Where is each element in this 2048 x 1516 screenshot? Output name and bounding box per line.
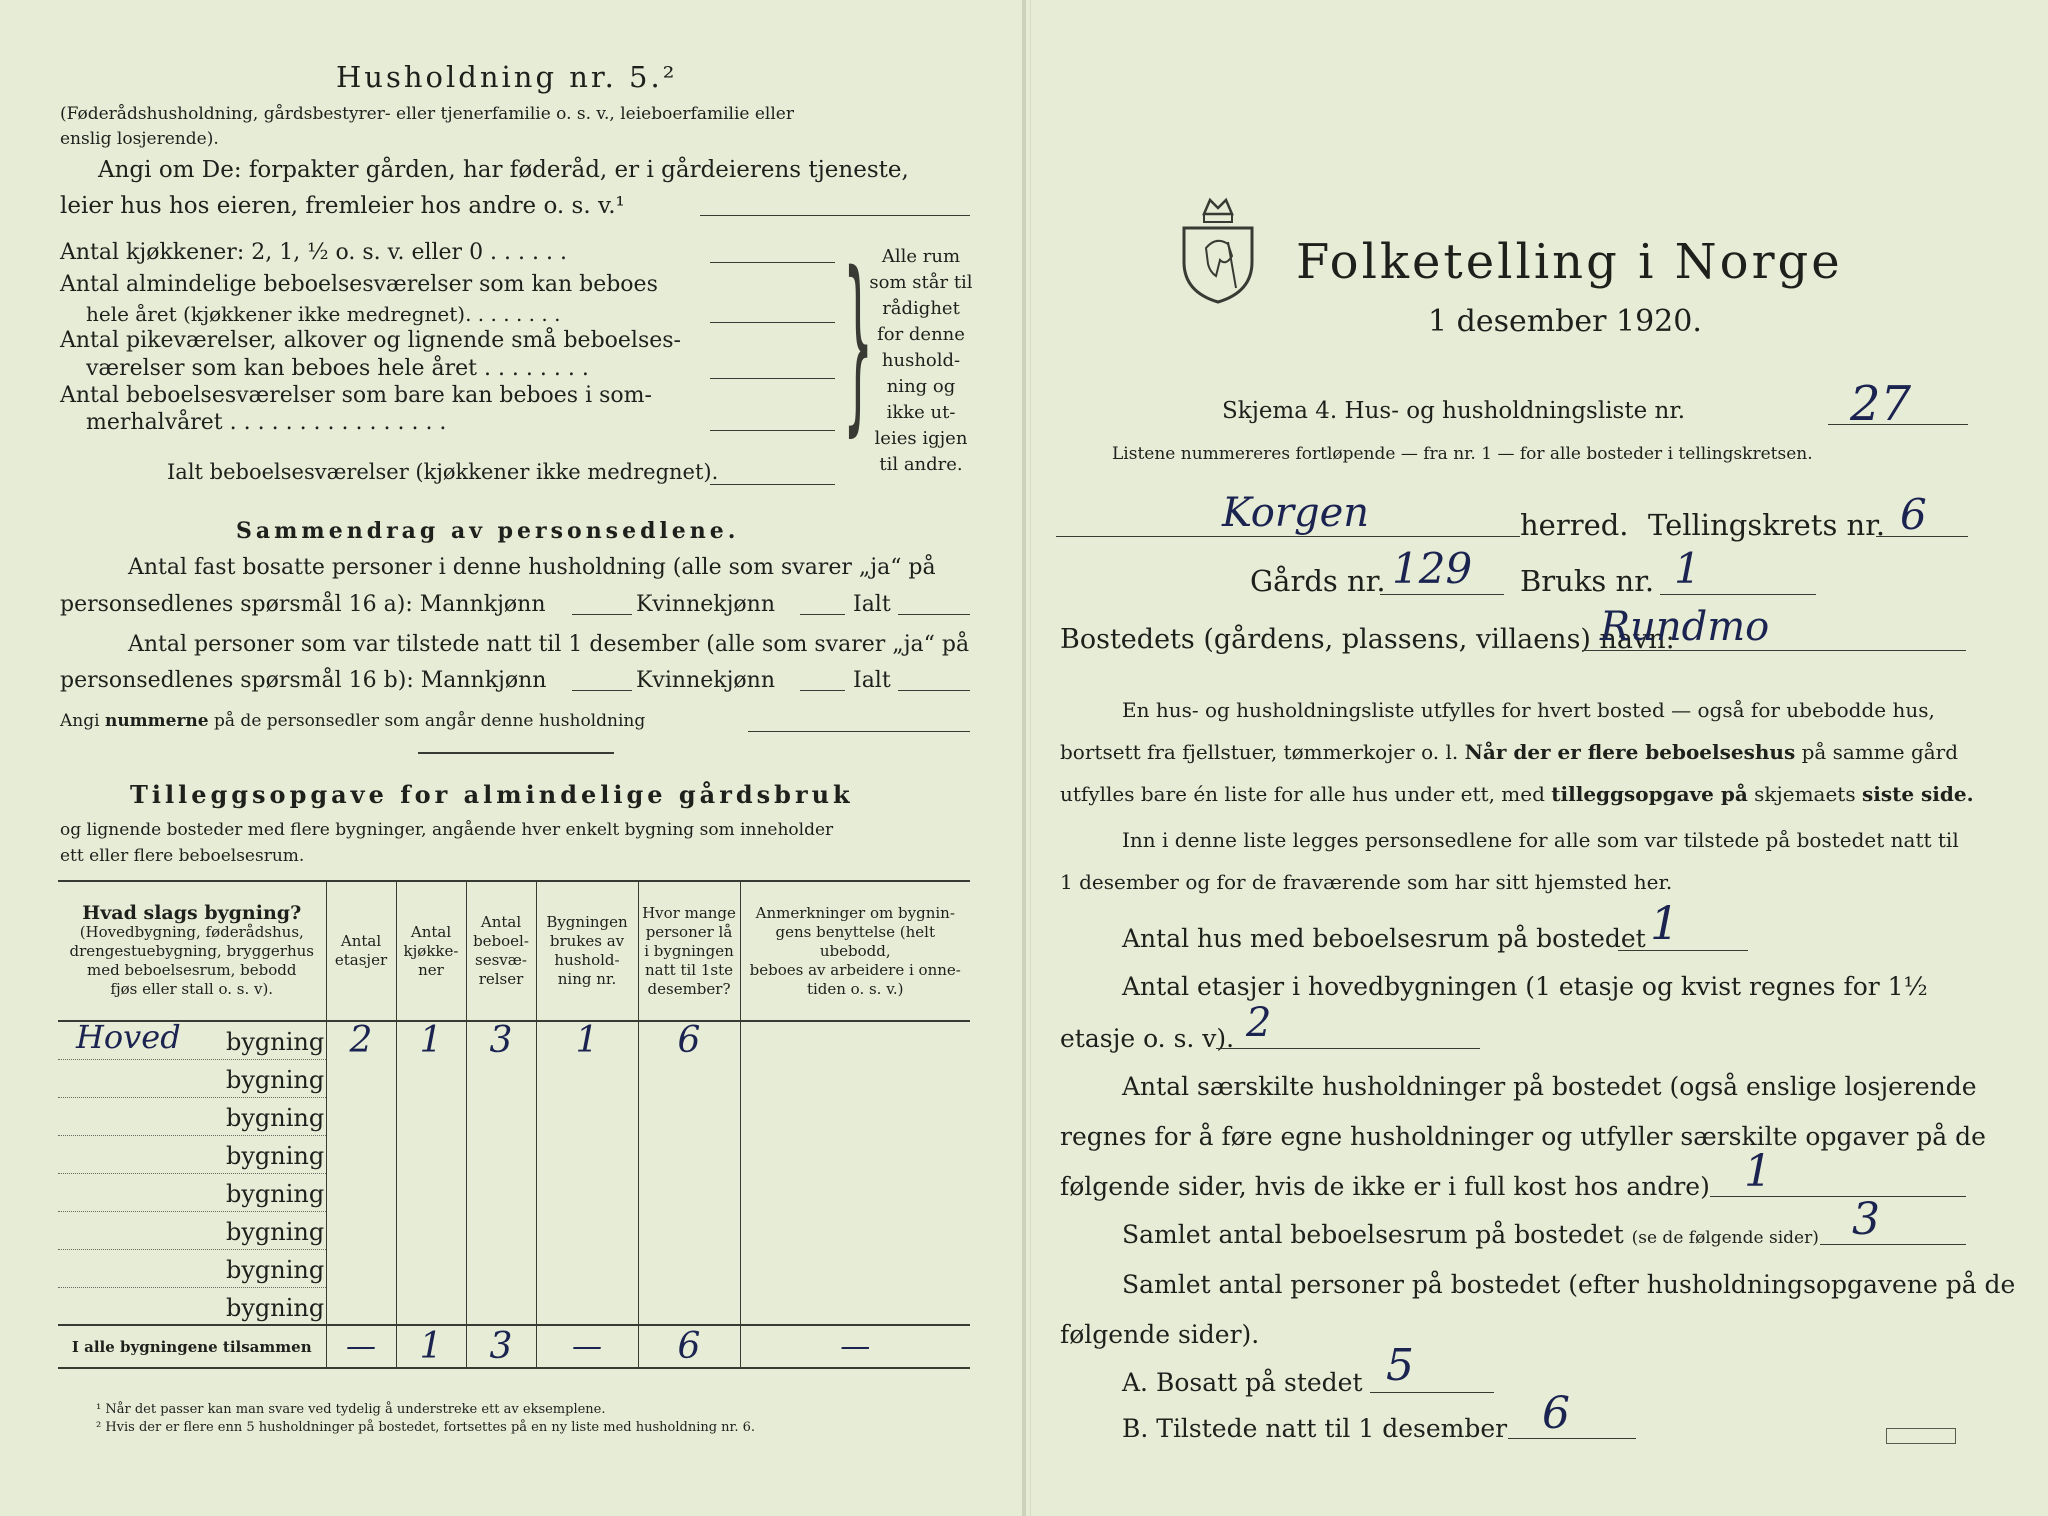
building-row <box>58 1097 970 1135</box>
room-answer-line-4 <box>710 430 835 431</box>
summary-a-kvinne-label: Kvinnekjønn <box>636 592 775 617</box>
col-header-husholdning <box>536 881 638 1021</box>
building-hushold-cell <box>536 1097 638 1135</box>
building-type-cell <box>58 1287 326 1325</box>
building-hushold-cell <box>536 1173 638 1211</box>
total-etasjer: — <box>326 1325 396 1368</box>
angi-line-2: leier hus hos eieren, fremleier hos andre o. s. v.¹ <box>60 193 625 219</box>
building-type-cell <box>58 1211 326 1249</box>
q-hus-value: 1 <box>1650 896 1680 950</box>
nummerne-pre: Angi <box>60 711 105 731</box>
para1-line-3 <box>1060 782 1974 806</box>
building-personer-cell: 6 <box>638 1021 740 1059</box>
building-etasjer-cell <box>326 1211 396 1249</box>
col-header-line: Hvor mange <box>642 903 736 922</box>
summary-b-kvinne-line <box>800 690 845 691</box>
building-anm-cell <box>740 1135 970 1173</box>
q-etasjer-line-1: Antal etasjer i hovedbygningen (1 etasje og kvist regnes for 1½ <box>1122 972 1928 1001</box>
total-anm: — <box>740 1325 970 1368</box>
summary-b-line-1: Antal personer som var tilstede natt til 1 desember (alle som svarer „ja“ på <box>128 632 970 657</box>
nummerne-line <box>60 711 645 731</box>
q-etasjer-value: 2 <box>1246 1000 1272 1046</box>
building-kjokkener-cell <box>396 1173 466 1211</box>
col-header-line: Anmerkninger om bygnin- <box>755 903 955 922</box>
brace-note-line: for denne <box>877 324 965 345</box>
building-type-label: bygning <box>226 1028 325 1056</box>
col-header-type-line: drengestuebygning, bryggerhus <box>69 941 314 960</box>
bruks-value: 1 <box>1674 544 1701 593</box>
brace-note-line: leies igjen <box>874 428 968 449</box>
col-header-line: natt til 1ste <box>645 960 733 979</box>
q-rom-label: Samlet antal beboelsesrum på bostedet <box>1122 1220 1624 1249</box>
building-etasjer-cell: 2 <box>326 1021 396 1059</box>
tillegg-sub-2: ett eller flere beboelsesrum. <box>60 846 305 866</box>
building-personer-cell <box>638 1211 740 1249</box>
para2-line-2: 1 desember og for de fraværende som har sitt hjemsted her. <box>1060 870 1673 894</box>
brace-note-line: Alle rum <box>881 246 961 267</box>
footnote-1: ¹ Når det passer kan man svare ved tydelig å understreke ett av eksemplene. <box>96 1402 606 1417</box>
col-header-anmerkninger <box>740 881 970 1021</box>
col-header-line: Bygningen <box>546 913 628 931</box>
gards-line <box>1380 594 1504 595</box>
brace-icon: } <box>843 232 874 453</box>
building-anm-cell <box>740 1249 970 1287</box>
col-header-kjokkener <box>396 881 466 1021</box>
ialt-rooms-label: Ialt beboelsesværelser (kjøkkener ikke medregnet). <box>167 460 719 484</box>
building-rom-cell <box>466 1287 536 1325</box>
total-personer: 6 <box>638 1325 740 1368</box>
building-type-prefix: Hoved <box>76 1018 181 1056</box>
building-row <box>58 1249 970 1287</box>
room-row-2: Antal almindelige beboelsesværelser som kan beboes <box>60 272 658 297</box>
building-type-label: bygning <box>226 1255 325 1284</box>
total-label: I alle bygningene tilsammen <box>58 1325 326 1368</box>
bruks-label: Bruks nr. <box>1520 564 1655 598</box>
summary-a-mann-line <box>572 614 632 615</box>
summary-b-kvinne-label: Kvinnekjønn <box>636 668 775 693</box>
q-rom-note: (se de følgende sider) <box>1631 1228 1819 1248</box>
building-anm-cell <box>740 1211 970 1249</box>
brace-note-line: ikke ut- <box>886 402 956 423</box>
summary-a-ialt-line <box>898 614 970 615</box>
building-rom-cell <box>466 1059 536 1097</box>
building-type-cell <box>58 1097 326 1135</box>
building-etasjer-cell <box>326 1097 396 1135</box>
building-rom-cell <box>466 1173 536 1211</box>
summary-a-line-1: Antal fast bosatte personer i denne husholdning (alle som svarer „ja“ på <box>128 555 936 580</box>
building-hushold-cell <box>536 1059 638 1097</box>
building-type-label: bygning <box>226 1103 325 1132</box>
q-hus-label: Antal hus med beboelsesrum på bostedet <box>1122 924 1646 953</box>
building-etasjer-cell <box>326 1249 396 1287</box>
skjema-nr-value: 27 <box>1850 376 1912 432</box>
col-header-line: tiden o. s. v.) <box>806 979 904 998</box>
summary-a-line-2: personsedlenes spørsmål 16 a): Mannkjønn <box>60 592 546 617</box>
room-row-7: merhalvåret . . . . . . . . . . . . . . . . <box>86 410 447 435</box>
building-row <box>58 1135 970 1173</box>
building-personer-cell <box>638 1135 740 1173</box>
building-type-cell <box>58 1135 326 1173</box>
summary-a-ialt-label: Ialt <box>853 592 891 617</box>
a-label: A. Bosatt på stedet <box>1122 1368 1363 1397</box>
brace-note-line: rådighet <box>882 298 960 319</box>
q-pers-line-2: følgende sider). <box>1060 1320 1260 1349</box>
building-anm-cell <box>740 1287 970 1325</box>
brace-note-line: ning og <box>886 376 956 397</box>
col-header-type-title: Hvad slags bygning? <box>82 901 302 924</box>
col-header-line: relser <box>478 970 524 988</box>
footnote-2: ² Hvis der er flere enn 5 husholdninger på bostedet, fortsettes på en ny liste med husholdning nr. 6. <box>96 1420 756 1435</box>
building-personer-cell <box>638 1287 740 1325</box>
page-fold-shadow <box>1030 0 1031 1516</box>
total-rom: 3 <box>466 1325 536 1368</box>
room-row-1: Antal kjøkkener: 2, 1, ½ o. s. v. eller 0 . . . . . . <box>60 240 567 265</box>
room-row-5: værelser som kan beboes hele året . . . . . . . . <box>86 356 589 381</box>
building-rom-cell <box>466 1135 536 1173</box>
a-answer-line <box>1370 1392 1494 1393</box>
summary-b-line-2: personsedlenes spørsmål 16 b): Mannkjønn <box>60 668 547 693</box>
building-personer-cell <box>638 1173 740 1211</box>
para2-line-1: Inn i denne liste legges personsedlene for alle som var tilstede på bostedet natt til <box>1122 828 1959 852</box>
building-kjokkener-cell <box>396 1249 466 1287</box>
para1-l3-bold: tilleggsopgave på <box>1551 782 1748 806</box>
building-anm-cell <box>740 1059 970 1097</box>
household-title: Husholdning nr. 5.² <box>336 60 678 94</box>
household-intro: (Føderådshusholdning, gårdsbestyrer- eller tjenerfamilie o. s. v., leieboerfamilie eller <box>60 104 794 124</box>
q-etasjer-answer-line <box>1216 1048 1480 1049</box>
gards-value: 129 <box>1392 544 1473 593</box>
col-header-line: desember? <box>647 979 731 998</box>
col-header-line: beboes av arbeidere i onne- <box>749 960 961 979</box>
building-rom-cell <box>466 1097 536 1135</box>
household-intro-2: enslig losjerende). <box>60 129 219 149</box>
para1-line-1: En hus- og husholdningsliste utfylles for hvert bosted — også for ubebodde hus, <box>1122 698 1935 722</box>
building-type-label: bygning <box>226 1179 325 1208</box>
building-hushold-cell <box>536 1135 638 1173</box>
q-rom-value: 3 <box>1852 1194 1880 1245</box>
herred-value: Korgen <box>1222 490 1370 536</box>
para1-l3-bold2: siste side. <box>1861 782 1974 806</box>
building-type-label: bygning <box>226 1293 325 1322</box>
building-kjokkener-cell <box>396 1287 466 1325</box>
col-header-line: i bygningen <box>644 941 734 960</box>
building-type-cell <box>58 1173 326 1211</box>
total-kjokkener: 1 <box>396 1325 466 1368</box>
tillegg-sub-1: og lignende bosteder med flere bygninger, angående hver enkelt bygning som inneholder <box>60 820 834 840</box>
tellingskrets-label: Tellingskrets nr. <box>1648 508 1886 542</box>
col-header-line: Antal <box>480 913 522 931</box>
building-anm-cell <box>740 1021 970 1059</box>
building-hushold-cell <box>536 1287 638 1325</box>
col-header-line: sesvæ- <box>475 951 527 969</box>
building-type-cell <box>58 1018 326 1059</box>
q-etasjer-line-2: etasje o. s. v). <box>1060 1024 1235 1053</box>
col-header-line: Antal <box>340 932 382 950</box>
building-type-label: bygning <box>226 1141 325 1170</box>
building-hushold-cell <box>536 1211 638 1249</box>
building-table <box>58 880 970 1369</box>
para1-l2-bold: Når der er flere beboelseshus <box>1464 740 1796 764</box>
nummerne-answer-line <box>748 731 970 732</box>
building-row <box>58 1287 970 1325</box>
room-answer-line-2 <box>710 322 835 323</box>
col-header-line: hushold- <box>554 951 620 969</box>
col-header-line: brukes av <box>549 932 625 950</box>
building-row <box>58 1173 970 1211</box>
col-header-line: Antal <box>410 922 452 941</box>
nummerne-post: på de personsedler som angår denne husholdning <box>208 711 646 731</box>
col-header-line: gens benyttelse (helt ubebodd, <box>775 922 935 960</box>
tillegg-title: Tilleggsopgave for almindelige gårdsbruk <box>130 780 854 809</box>
building-anm-cell <box>740 1097 970 1135</box>
coat-of-arms-icon <box>1176 196 1260 306</box>
building-type-cell <box>58 1059 326 1097</box>
building-personer-cell <box>638 1249 740 1287</box>
building-kjokkener-cell: 1 <box>396 1021 466 1059</box>
herred-label: herred. <box>1520 508 1629 542</box>
room-answer-line-3 <box>710 378 835 379</box>
building-type-cell <box>58 1249 326 1287</box>
room-row-6: Antal beboelsesværelser som bare kan beboes i som- <box>60 383 652 408</box>
para1-l2-pre: bortsett fra fjellstuer, tømmerkojer o. l. <box>1060 740 1459 764</box>
bostedets-line <box>1582 650 1966 651</box>
building-row <box>58 1211 970 1249</box>
building-etasjer-cell <box>326 1059 396 1097</box>
col-header-etasjer <box>326 881 396 1021</box>
col-header-boligrom <box>466 881 536 1021</box>
brace-note-line: hushold- <box>881 350 961 371</box>
col-header-line: etasjer <box>334 951 388 969</box>
room-answer-line-1 <box>710 262 835 263</box>
angi-line-1: Angi om De: forpakter gården, har føderåd, er i gårdeierens tjeneste, <box>98 157 909 183</box>
ialt-rooms-line <box>710 484 835 485</box>
q-hus-line <box>1618 950 1748 951</box>
building-anm-cell <box>740 1173 970 1211</box>
q-hush-line-3: følgende sider, hvis de ikke er i full kost hos andre) <box>1060 1172 1710 1201</box>
bruks-line <box>1660 594 1816 595</box>
summary-b-ialt-label: Ialt <box>853 668 891 693</box>
building-table-body <box>58 1018 970 1325</box>
col-header-line: ning nr. <box>557 970 617 988</box>
q-hush-line-2: regnes for å føre egne husholdninger og utfyller særskilte opgaver på de <box>1060 1122 1986 1151</box>
building-personer-cell <box>638 1059 740 1097</box>
col-header-type-line: fjøs eller stall o. s. v). <box>110 979 274 998</box>
building-kjokkener-cell <box>396 1211 466 1249</box>
listene-note: Listene nummereres fortløpende — fra nr. 1 — for alle bosteder i tellingskretsen. <box>1112 444 1813 464</box>
building-table-total-row <box>58 1325 970 1368</box>
tellingskrets-value: 6 <box>1900 490 1927 539</box>
brace-note-line: som står til <box>869 272 973 293</box>
para1-l3-pre: utfylles bare én liste for alle hus under ett, med <box>1060 782 1545 806</box>
b-answer-line <box>1508 1438 1636 1439</box>
col-header-type-line: med beboelsesrum, bebodd <box>87 960 297 979</box>
section-divider <box>418 752 614 754</box>
para1-l2-post: på samme gård <box>1801 740 1959 764</box>
bostedets-value: Rundmo <box>1600 604 1770 650</box>
col-header-personer <box>638 881 740 1021</box>
page-fold <box>1022 0 1026 1516</box>
gards-label: Gårds nr. <box>1250 564 1386 598</box>
para1-line-2 <box>1060 740 1958 764</box>
total-hushold: — <box>536 1325 638 1368</box>
building-etasjer-cell <box>326 1173 396 1211</box>
building-row <box>58 1059 970 1097</box>
para1-l3-mid: skjemaets <box>1754 782 1856 806</box>
building-kjokkener-cell <box>396 1059 466 1097</box>
q-hush-value: 1 <box>1744 1146 1772 1197</box>
building-rom-cell <box>466 1211 536 1249</box>
brace-note-line: til andre. <box>879 454 963 475</box>
building-row <box>58 1021 970 1059</box>
form-title: Folketelling i Norge <box>1296 234 1843 290</box>
q-rom-answer-line <box>1820 1244 1966 1245</box>
skjema-label: Skjema 4. Hus- og husholdningsliste nr. <box>1222 398 1686 424</box>
col-header-type-line: (Hovedbygning, føderådshus, <box>79 922 304 941</box>
b-value: 6 <box>1542 1388 1570 1439</box>
brace-note <box>866 244 976 478</box>
room-row-3: hele året (kjøkkener ikke medregnet). . . . . . . . <box>86 302 561 326</box>
building-personer-cell <box>638 1097 740 1135</box>
summary-b-ialt-line <box>898 690 970 691</box>
building-etasjer-cell <box>326 1287 396 1325</box>
building-hushold-cell: 1 <box>536 1021 638 1059</box>
col-header-type <box>58 881 326 1021</box>
b-label: B. Tilstede natt til 1 desember <box>1122 1414 1508 1443</box>
col-header-line: beboel- <box>473 932 529 950</box>
col-header-line: ner <box>418 960 444 979</box>
building-rom-cell: 3 <box>466 1021 536 1059</box>
col-header-line: personer lå <box>645 922 733 941</box>
bostedets-label: Bostedets (gårdens, plassens, villaens) navn: <box>1060 624 1675 655</box>
summary-b-mann-line <box>572 690 632 691</box>
building-type-label: bygning <box>226 1065 325 1094</box>
q-rom-line <box>1122 1220 1819 1249</box>
building-hushold-cell <box>536 1249 638 1287</box>
q-pers-line-1: Samlet antal personer på bostedet (efter husholdningsopgavene på de <box>1122 1270 2016 1299</box>
angi-answer-line <box>700 215 970 216</box>
building-etasjer-cell <box>326 1135 396 1173</box>
building-table-header <box>58 881 970 1021</box>
col-header-line: kjøkke- <box>403 941 459 960</box>
a-value: 5 <box>1386 1340 1414 1391</box>
summary-title: Sammendrag av personsedlene. <box>236 518 740 544</box>
building-kjokkener-cell <box>396 1135 466 1173</box>
form-date: 1 desember 1920. <box>1428 304 1702 339</box>
building-type-label: bygning <box>226 1217 325 1246</box>
summary-a-kvinne-line <box>800 614 845 615</box>
printer-stamp <box>1886 1428 1956 1444</box>
q-hush-line-1: Antal særskilte husholdninger på bostedet (også enslige losjerende <box>1122 1072 1977 1101</box>
nummerne-bold: nummerne <box>104 711 209 731</box>
building-kjokkener-cell <box>396 1097 466 1135</box>
room-row-4: Antal pikeværelser, alkover og lignende små beboelses- <box>60 328 681 353</box>
herred-line <box>1056 536 1520 537</box>
building-rom-cell <box>466 1249 536 1287</box>
